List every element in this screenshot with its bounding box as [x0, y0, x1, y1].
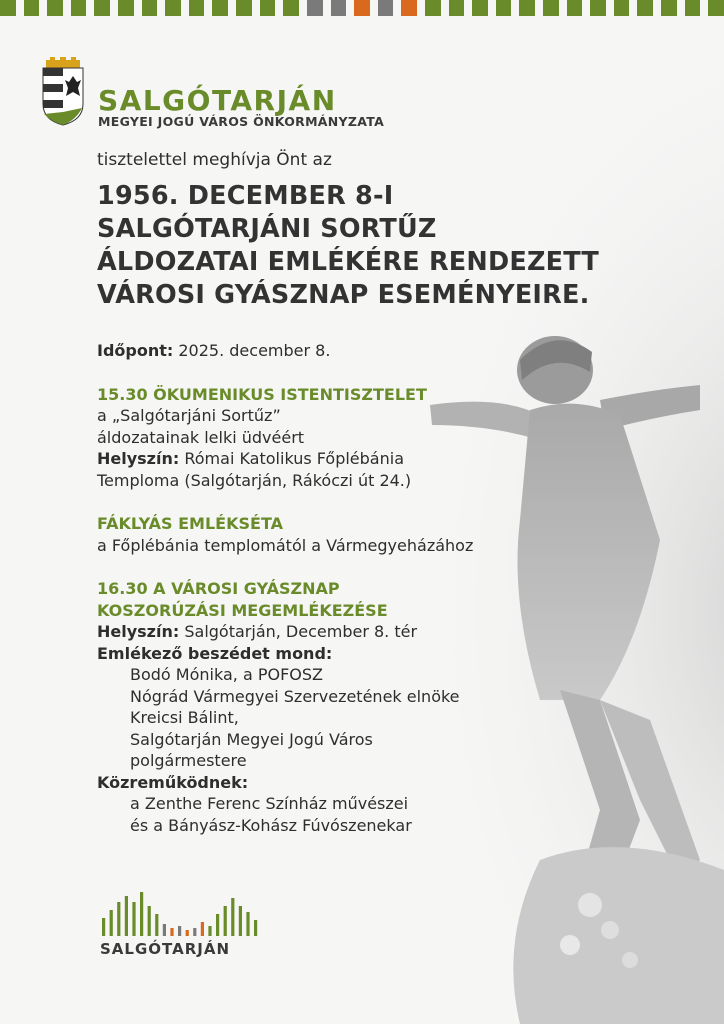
strip-segment — [590, 0, 606, 16]
strip-segment — [567, 0, 583, 16]
logo-bar — [132, 902, 135, 936]
title-line: VÁROSI GYÁSZNAP ESEMÉNYEIRE. — [97, 280, 590, 310]
speaker-line: Kreicsi Bálint, — [130, 708, 239, 727]
strip-segment — [401, 0, 417, 16]
time-label: Időpont: — [97, 341, 174, 360]
strip-segment — [449, 0, 465, 16]
strip-segment — [47, 0, 63, 16]
logo-bar — [110, 910, 113, 936]
logo-wordmark: SALGÓTARJÁN — [100, 940, 231, 958]
strip-segment — [94, 0, 110, 16]
strip-segment — [425, 0, 441, 16]
contrib-label: Közreműködnek: — [97, 772, 249, 792]
logo-bar — [193, 928, 196, 936]
logo-bar — [231, 898, 234, 936]
strip-segment — [637, 0, 653, 16]
logo-bar — [117, 902, 120, 936]
strip-segment — [189, 0, 205, 16]
place-label: Helyszín: — [97, 622, 180, 641]
bottom-city-logo — [100, 892, 270, 962]
salgotarjan-coat-of-arms-icon — [40, 56, 86, 126]
event1-line: áldozatainak lelki üdvéért — [97, 427, 305, 447]
event1-place-cont: Temploma (Salgótarján, Rákóczi út 24.) — [97, 470, 412, 490]
strip-segment — [331, 0, 347, 16]
place-label: Helyszín: — [97, 449, 180, 468]
strip-segment — [0, 0, 16, 16]
council-name: MEGYEI JOGÚ VÁROS ÖNKORMÁNYZATA — [98, 114, 385, 129]
event1-line: a „Salgótarjáni Sortűz” — [97, 406, 281, 425]
intro-text: tisztelettel meghívja Önt az — [97, 150, 332, 170]
contributor-line: a Zenthe Ferenc Színház művészei — [130, 794, 409, 813]
event2-line: a Főplébánia templomától a Vármegyeházához — [97, 535, 474, 555]
strip-segment — [71, 0, 87, 16]
strip-segment — [212, 0, 228, 16]
logo-bar — [148, 906, 151, 936]
logo-bar — [216, 914, 219, 936]
logo-bar — [186, 930, 189, 936]
strip-segment — [685, 0, 701, 16]
strip-segment — [260, 0, 276, 16]
strip-segment — [496, 0, 512, 16]
title-line: 1956. DECEMBER 8-I — [97, 181, 394, 211]
event1-heading: 15.30 ÖKUMENIKUS ISTENTISZTELET — [97, 384, 427, 404]
city-name: SALGÓTARJÁN — [98, 84, 337, 117]
strip-segment — [543, 0, 559, 16]
title-line: ÁLDOZATAI EMLÉKÉRE RENDEZETT — [97, 247, 600, 277]
logo-bar — [102, 918, 105, 936]
place-value: Római Katolikus Főplébánia — [184, 449, 404, 468]
time-value: 2025. december 8. — [178, 341, 331, 360]
strip-segment — [519, 0, 535, 16]
strip-segment — [661, 0, 677, 16]
strip-segment — [472, 0, 488, 16]
strip-segment — [24, 0, 40, 16]
strip-segment — [307, 0, 323, 16]
strip-segment — [283, 0, 299, 16]
strip-segment — [118, 0, 134, 16]
logo-bar — [224, 906, 227, 936]
event2-heading: FÁKLYÁS EMLÉKSÉTA — [97, 514, 283, 533]
speech-label: Emlékező beszédet mond: — [97, 643, 333, 663]
speaker-line: polgármestere — [130, 751, 247, 770]
logo-bar — [201, 922, 204, 936]
logo-bar — [163, 924, 166, 936]
invitation-title — [97, 180, 657, 312]
strip-segment — [142, 0, 158, 16]
contributor-line: és a Bányász-Kohász Fúvószenekar — [130, 815, 412, 835]
strip-segment — [165, 0, 181, 16]
logo-bar — [178, 926, 181, 936]
place-value: Salgótarján, December 8. tér — [184, 622, 418, 641]
logo-bar — [246, 912, 249, 936]
event3-heading: 16.30 A VÁROSI GYÁSZNAP — [97, 579, 340, 598]
speaker-line: Salgótarján Megyei Jogú Város — [130, 729, 373, 749]
strip-segment — [354, 0, 370, 16]
logo-bar — [254, 920, 257, 936]
equalizer-bars-icon — [100, 892, 270, 938]
logo-bar — [239, 906, 242, 936]
strip-segment — [236, 0, 252, 16]
top-color-strip — [0, 0, 724, 16]
logo-bar — [125, 896, 128, 936]
logo-bar — [140, 892, 143, 936]
event1-place — [97, 448, 657, 470]
event3-place — [97, 621, 657, 643]
event-time — [97, 340, 657, 362]
logo-bar — [170, 928, 173, 936]
speaker-line: Nógrád Vármegyei Szervezetének elnöke — [130, 686, 460, 706]
strip-segment — [378, 0, 394, 16]
event3-heading: KOSZORÚZÁSI MEGEMLÉKEZÉSE — [97, 600, 388, 620]
strip-segment — [708, 0, 724, 16]
title-line: SALGÓTARJÁNI SORTŰZ — [97, 214, 437, 244]
strip-segment — [614, 0, 630, 16]
logo-bar — [208, 926, 211, 936]
invitation-content — [97, 150, 657, 836]
speaker-line: Bodó Mónika, a POFOSZ — [130, 665, 323, 684]
logo-bar — [155, 914, 158, 936]
